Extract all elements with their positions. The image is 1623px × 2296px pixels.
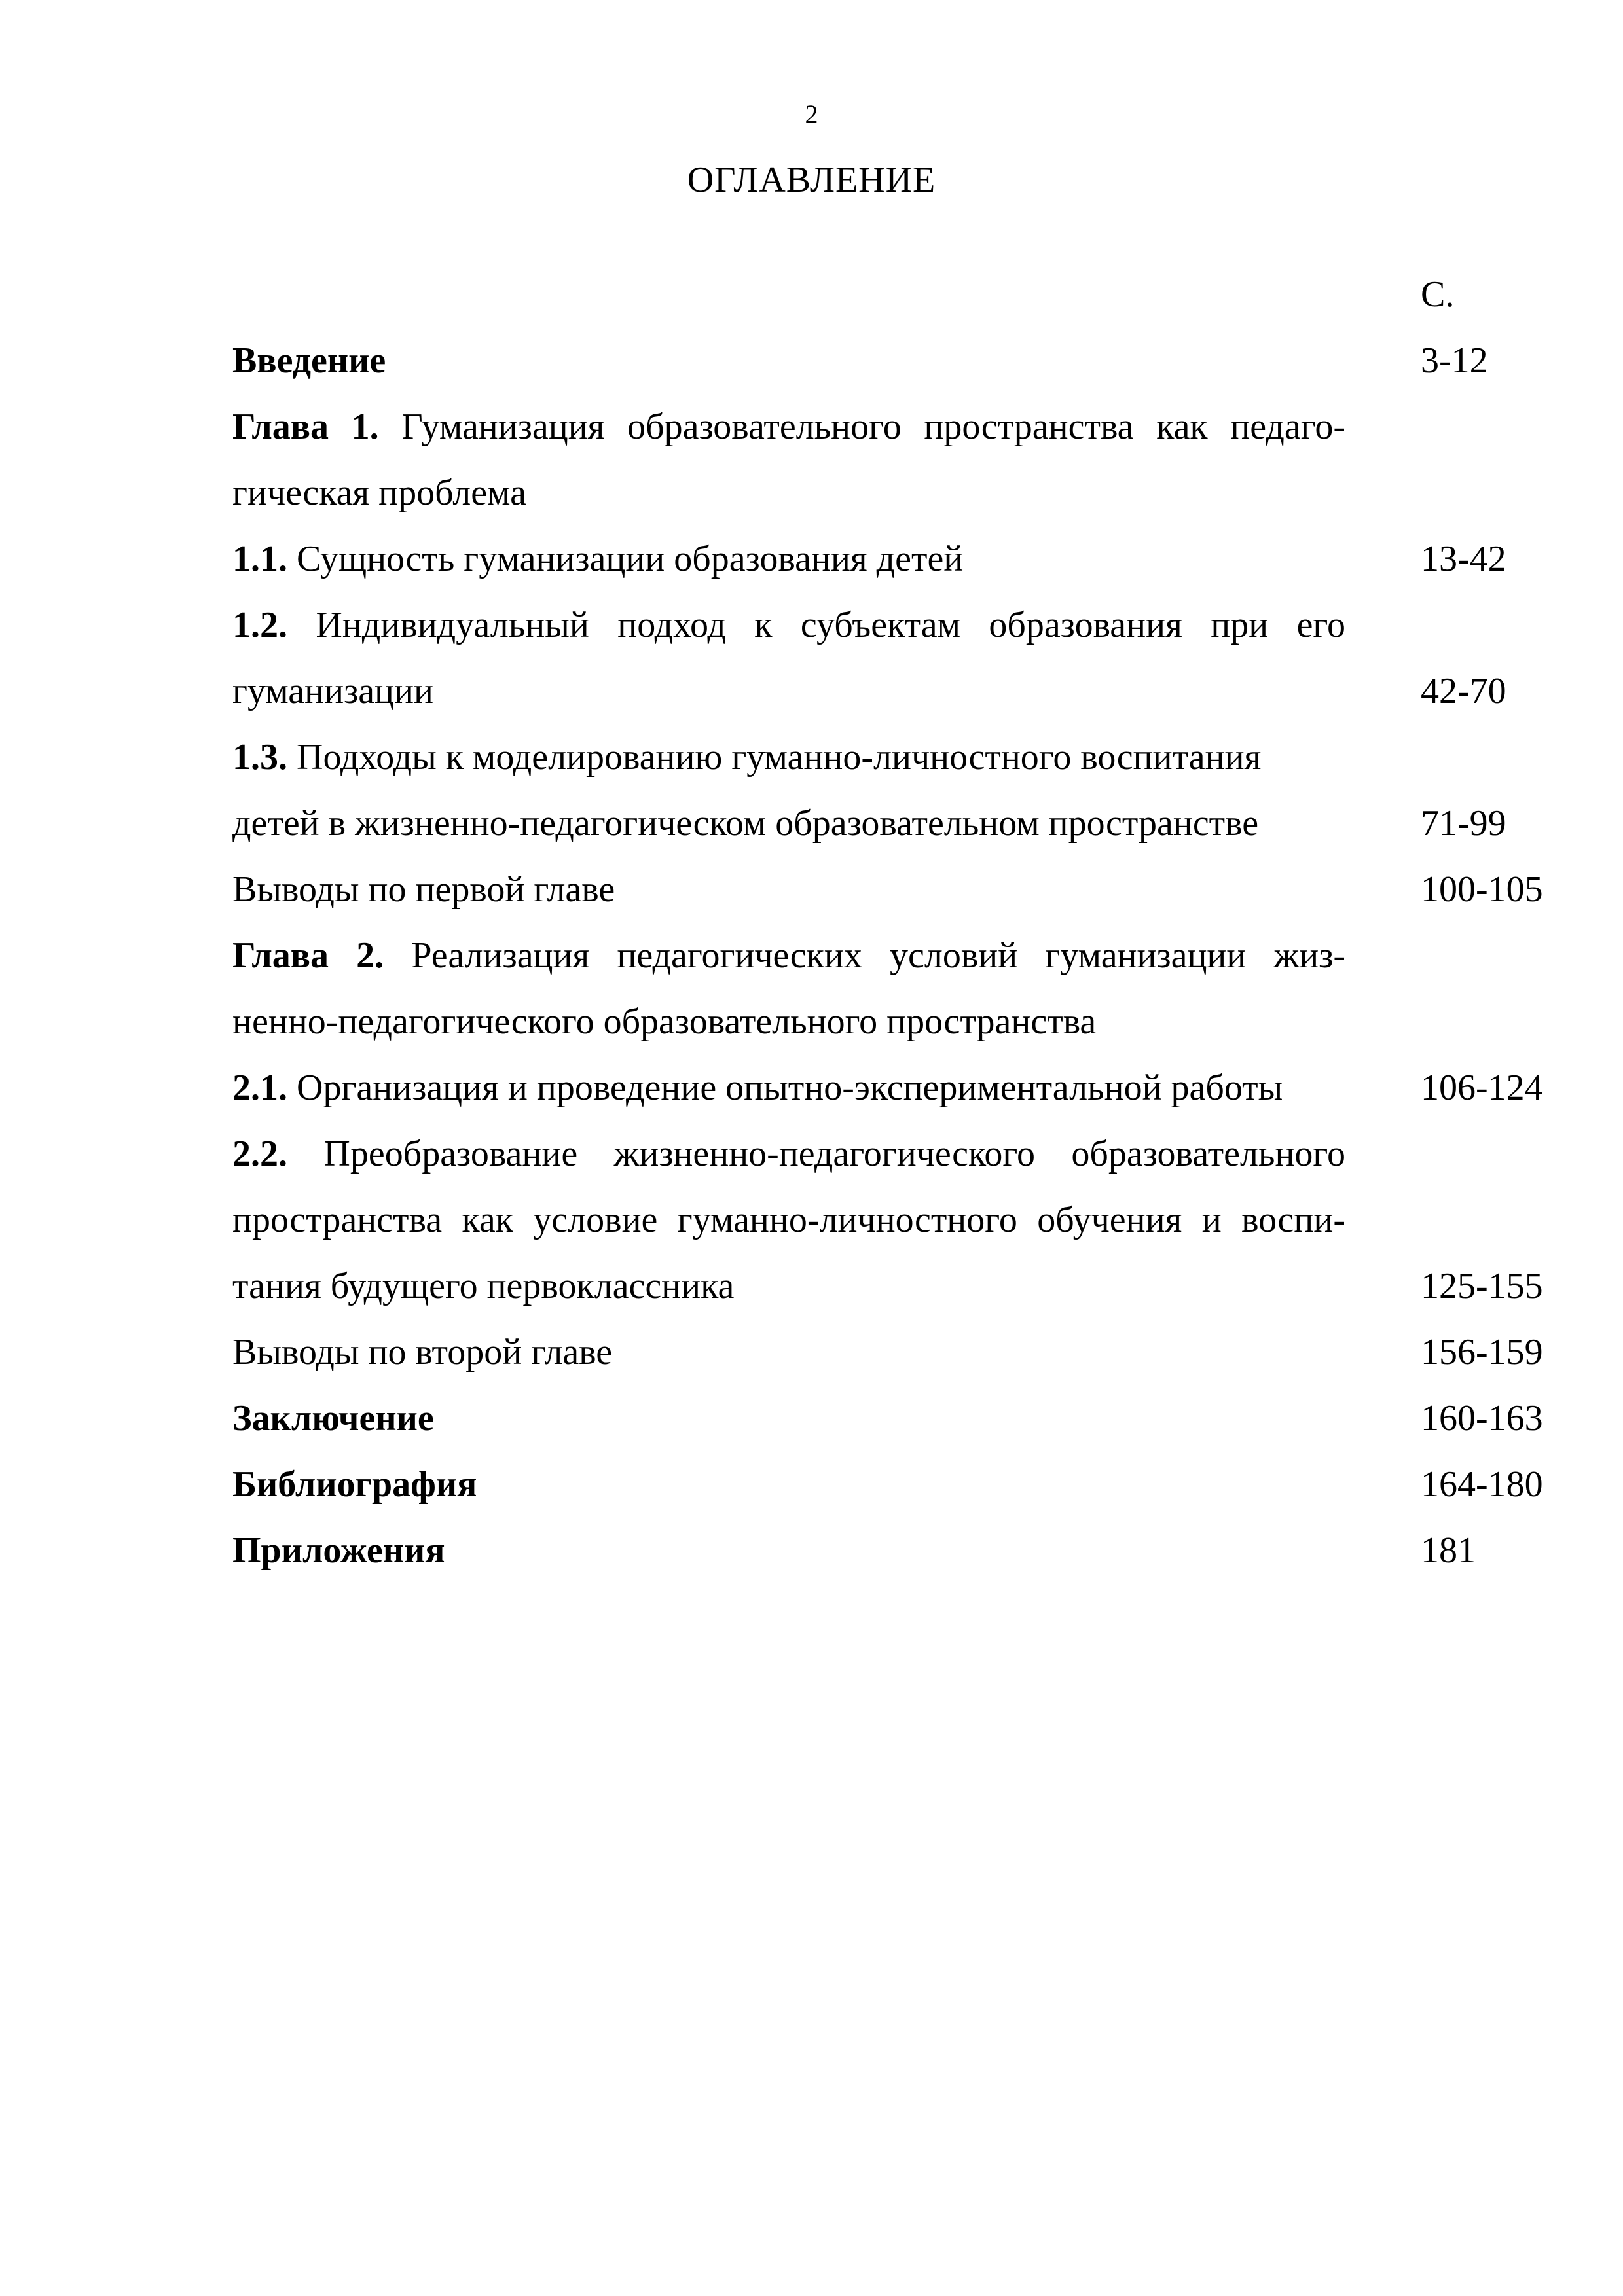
toc-entry-text: Реализация педагогических условий гуманизации жиз- — [384, 935, 1345, 976]
toc-entry-number: 1.3. — [232, 737, 287, 778]
toc-entry-section-2-1[interactable] — [232, 1055, 1575, 1121]
toc-entry-number: 1.2. — [232, 605, 287, 645]
table-of-contents — [232, 262, 1575, 1584]
toc-entry-pages: 160-163 — [1421, 1398, 1543, 1439]
page-title: ОГЛАВЛЕНИЕ — [687, 160, 936, 200]
toc-entry-section-1-1[interactable] — [232, 526, 1575, 592]
toc-entry-pages: 106-124 — [1421, 1067, 1543, 1108]
toc-entry-text: гуманизации — [232, 671, 433, 711]
toc-entry-conclusions-chapter-1[interactable] — [232, 857, 1575, 923]
toc-entry-pages: 71-99 — [1421, 803, 1506, 844]
toc-entry-text: Выводы по второй главе — [232, 1332, 613, 1372]
toc-entry-number: 2.2. — [232, 1134, 287, 1174]
toc-header-row — [232, 262, 1575, 328]
toc-entry-appendices[interactable] — [232, 1518, 1575, 1584]
toc-entry-pages: 156-159 — [1421, 1332, 1543, 1372]
toc-entry-text: детей в жизненно-педагогическом образовательном пространстве — [232, 803, 1259, 844]
toc-entry-text: Гуманизация образовательного пространства как педаго- — [378, 406, 1345, 447]
toc-entry-text: Сущность гуманизации образования детей — [287, 539, 964, 579]
toc-entry-number: 2.1. — [232, 1067, 287, 1108]
toc-entry-label: Заключение — [232, 1398, 434, 1439]
toc-entry-text: Преобразование жизненно-педагогического образовательного — [287, 1134, 1345, 1174]
toc-entry-pages: 181 — [1421, 1530, 1476, 1571]
toc-entry-section-1-3[interactable] — [232, 725, 1575, 857]
toc-entry-pages: 42-70 — [1421, 671, 1506, 711]
toc-entry-text: Индивидуальный подход к субъектам образования при его — [287, 605, 1345, 645]
toc-entry-bibliography[interactable] — [232, 1452, 1575, 1518]
toc-entry-number: Глава 2. — [232, 935, 384, 976]
toc-entry-label: Введение — [232, 340, 386, 381]
toc-entry-pages: 13-42 — [1421, 539, 1506, 579]
toc-entry-text: пространства как условие гуманно-личностного обучения и воспи- — [232, 1200, 1345, 1240]
toc-entry-chapter-1[interactable] — [232, 394, 1575, 526]
toc-entry-conclusions-chapter-2[interactable] — [232, 1319, 1575, 1386]
toc-entry-pages: 125-155 — [1421, 1266, 1543, 1306]
toc-entry-label: Приложения — [232, 1530, 445, 1571]
toc-entry-section-1-2[interactable] — [232, 592, 1575, 725]
toc-entry-pages — [1421, 394, 1575, 526]
toc-entry-text: тания будущего первоклассника — [232, 1266, 735, 1306]
toc-entry-text: гическая проблема — [232, 473, 526, 513]
pages-column-header: С. — [1421, 274, 1455, 315]
toc-entry-pages: 164-180 — [1421, 1464, 1543, 1505]
toc-entry-pages — [1421, 923, 1575, 1055]
toc-entry-text: Выводы по первой главе — [232, 869, 615, 910]
toc-entry-text: ненно-педагогического образовательного пространства — [232, 1001, 1097, 1042]
toc-entry-pages: 3-12 — [1421, 340, 1488, 381]
toc-entry-pages: 100-105 — [1421, 869, 1543, 910]
toc-entry-conclusion[interactable] — [232, 1386, 1575, 1452]
toc-entry-section-2-2[interactable] — [232, 1121, 1575, 1319]
toc-entry-number: 1.1. — [232, 539, 287, 579]
page-number: 2 — [805, 99, 818, 129]
toc-entry-introduction[interactable] — [232, 328, 1575, 394]
toc-entry-number: Глава 1. — [232, 406, 379, 447]
toc-entry-text: Подходы к моделированию гуманно-личностного воспитания — [287, 737, 1262, 778]
toc-entry-text: Организация и проведение опытно-экспериментальной работы — [287, 1067, 1283, 1108]
toc-entry-chapter-2[interactable] — [232, 923, 1575, 1055]
toc-entry-label: Библиография — [232, 1464, 477, 1505]
